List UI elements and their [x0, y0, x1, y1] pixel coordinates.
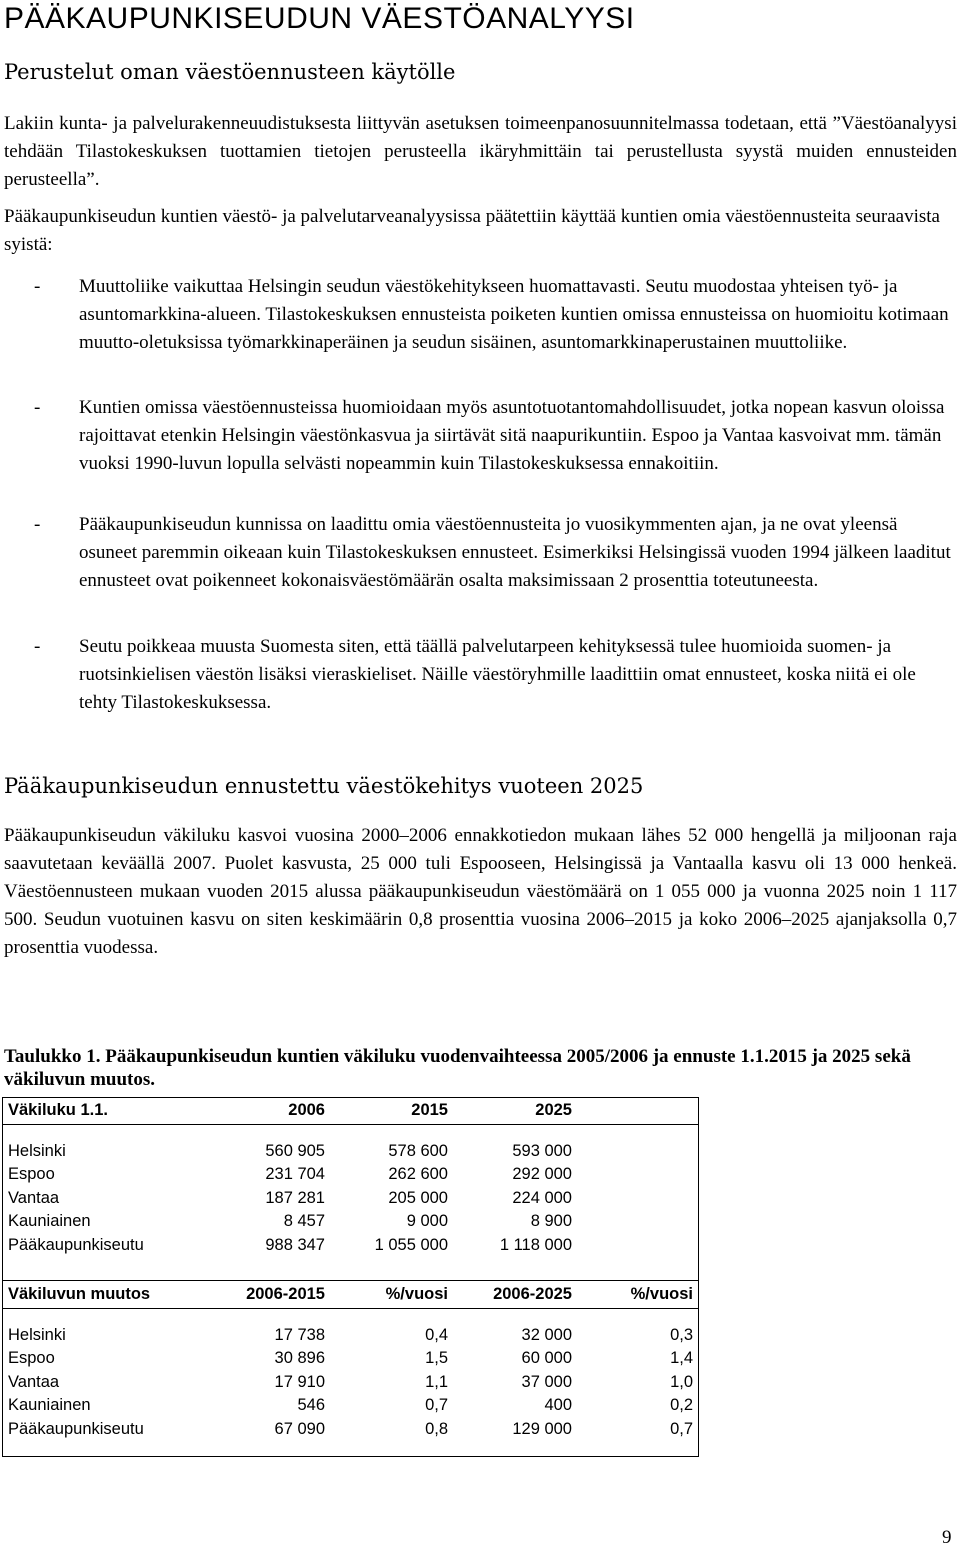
table-cell: 0,3	[670, 1326, 693, 1344]
bullet-item-1	[4, 273, 957, 357]
bullet-marker: -	[34, 636, 41, 657]
bullet-text: Kuntien omissa väestöennusteissa huomioidaan myös asuntotuotantomahdollisuudet, jotka nopean kasvun oloissa rajoittavat etenkin Helsingin väestönkasvua ja siirtävät sitä naapurikuntiin. Espoo ja Vantaa kasvoivat mm. tämän vuoksi 1990-luvun lopulla selvästi nopeammin kuin Tilastokeskuksessa ennakoitiin.	[79, 397, 945, 474]
table-cell: Pääkaupunkiseutu	[8, 1236, 144, 1254]
table-row	[3, 1189, 698, 1211]
table-header-cell: %/vuosi	[630, 1285, 693, 1303]
table-cell: 9 000	[406, 1212, 448, 1230]
table-row	[3, 1326, 698, 1348]
table-cell: 400	[544, 1396, 572, 1414]
paragraph-forecast: Pääkaupunkiseudun väkiluku kasvoi vuosina 2000–2006 ennakkotiedon mukaan lähes 52 000 hengellä ja miljoonan raja saavutetaan keväällä 2007. Puolet kasvusta, 25 000 tuli Espooseen, Helsingissä ja Vantaalla kasvu oli 13 000 henkeä. Väestöennusteen mukaan vuoden 2015 alussa pääkaupunkiseudun väestömäärä on 1 055 000 ja vuonna 2025 noin 1 117 500. Seudun vuotuinen kasvu on siten keskimäärin 0,8 prosenttia vuosina 2006–2015 ja koko 2006–2025 ajanjaksolla 0,7 prosenttia vuodessa.	[4, 825, 957, 958]
bullet-text: Seutu poikkeaa muusta Suomesta siten, että täällä palvelutarpeen kehityksessä tulee huomioida suomen- ja ruotsinkielisen väestön lisäksi vieraskieliset. Näille väestöryhmille laadittiin omat ennusteet, koska niitä ei ole tehty Tilastokeskuksessa.	[79, 636, 916, 713]
bullet-item-4	[4, 633, 957, 717]
paragraph-intro: Lakiin kunta- ja palvelurakenneuudistuksesta liittyvän asetuksen toimeenpanosuunnitelmassa todetaan, että ”Väestöanalyysi tehdään Tilastokeskuksen tuottamien tietojen perusteella ikäryhmittäin tai perustellusta syystä muiden ennusteiden perusteella”.	[4, 113, 957, 190]
table-caption: Taulukko 1. Pääkaupunkiseudun kuntien väkiluku vuodenvaihteessa 2005/2006 ja ennuste 1.1.2015 ja 2025 sekä väkiluvun muutos.	[4, 1046, 911, 1090]
table-row	[3, 1349, 698, 1371]
table-cell: 1 118 000	[499, 1236, 572, 1254]
table-row	[3, 1212, 698, 1234]
table-cell: 0,8	[425, 1420, 448, 1438]
bullet-text: Muuttoliike vaikuttaa Helsingin seudun väestökehitykseen huomattavasti. Seutu muodostaa yhteisen työ- ja asuntomarkkina-alueen. Tilastokeskuksen ennusteista poiketen kuntien omissa ennusteissa on huomioitu kotimaan muutto-oletuksissa työmarkkinaperäinen ja seudun sisäinen, asuntomarkkinaperustainen muuttoliike.	[79, 276, 949, 353]
table-divider	[3, 1308, 698, 1309]
table-cell: 17 910	[274, 1373, 325, 1391]
table-header-cell: 2015	[411, 1101, 448, 1119]
page-number: 9	[942, 1527, 952, 1548]
table-header-cell: 2006-2025	[493, 1285, 572, 1303]
table-cell: Kauniainen	[8, 1396, 91, 1414]
bullet-text: Pääkaupunkiseudun kunnissa on laadittu omia väestöennusteita jo vuosikymmenten ajan, ja ne ovat yleensä osuneet paremmin oikeaan kuin Tilastokeskuksen ennusteet. Esimerkiksi Helsingissä vuoden 1994 jälkeen laaditut ennusteet ovat poikenneet kokonaisväestömäärän osalta maksimissaan 2 prosenttia toteutuneesta.	[79, 514, 951, 591]
table-cell: 0,7	[425, 1396, 448, 1414]
table-cell: 1,1	[425, 1373, 448, 1391]
bullet-item-2	[4, 394, 957, 478]
table-row	[3, 1236, 698, 1258]
table-cell: Helsinki	[8, 1142, 66, 1160]
bullet-marker: -	[34, 514, 41, 535]
table-row	[3, 1396, 698, 1418]
bullet-item-3	[4, 511, 957, 595]
table-header-row	[3, 1285, 698, 1307]
table-cell: Kauniainen	[8, 1212, 91, 1230]
table-cell: 292 000	[512, 1165, 572, 1183]
section-heading-rationale: Perustelut oman väestöennusteen käytölle	[4, 60, 456, 84]
table-header-cell: 2025	[535, 1101, 572, 1119]
table-cell: 578 600	[388, 1142, 448, 1160]
section-heading-forecast: Pääkaupunkiseudun ennustettu väestökehitys vuoteen 2025	[4, 774, 644, 798]
table-cell: 60 000	[521, 1349, 572, 1367]
table-divider	[3, 1280, 698, 1281]
table-cell: 1 055 000	[374, 1236, 448, 1254]
table-cell: 546	[297, 1396, 325, 1414]
table-cell: 0,7	[670, 1420, 693, 1438]
table-cell: 1,5	[425, 1349, 448, 1367]
table-cell: Espoo	[8, 1165, 55, 1183]
table-cell: 988 347	[265, 1236, 325, 1254]
table-cell: Vantaa	[8, 1189, 60, 1207]
table-cell: 17 738	[274, 1326, 325, 1344]
table-row	[3, 1142, 698, 1164]
table-cell: 0,4	[425, 1326, 448, 1344]
table-cell: Helsinki	[8, 1326, 66, 1344]
bullet-marker: -	[34, 276, 41, 297]
table-cell: 37 000	[521, 1373, 572, 1391]
table-cell: 231 704	[265, 1165, 325, 1183]
table-header-cell: Väkiluvun muutos	[8, 1285, 151, 1303]
table-cell: 8 900	[530, 1212, 572, 1230]
table-cell: 32 000	[521, 1326, 572, 1344]
page-title: PÄÄKAUPUNKISEUDUN VÄESTÖANALYYSI	[4, 2, 635, 35]
table-cell: 593 000	[512, 1142, 572, 1160]
table-divider	[3, 1124, 698, 1125]
table-row	[3, 1420, 698, 1442]
table-row	[3, 1165, 698, 1187]
table-cell: 262 600	[388, 1165, 448, 1183]
table-header-cell: 2006	[288, 1101, 325, 1119]
table-cell: 187 281	[265, 1189, 325, 1207]
table-cell: 67 090	[274, 1420, 325, 1438]
table-cell: 205 000	[388, 1189, 448, 1207]
table-cell: Vantaa	[8, 1373, 60, 1391]
table-cell: 8 457	[283, 1212, 325, 1230]
table-cell: 0,2	[670, 1396, 693, 1414]
table-header-row	[3, 1101, 698, 1123]
table-cell: 129 000	[512, 1420, 572, 1438]
table-cell: 1,4	[670, 1349, 693, 1367]
table-header-cell: %/vuosi	[385, 1285, 448, 1303]
population-table	[2, 1097, 699, 1457]
paragraph-reasons: Pääkaupunkiseudun kuntien väestö- ja palvelutarveanalyysissa päätettiin käyttää kuntien omia väestöennusteita seuraavista syistä:	[4, 206, 940, 255]
table-header-cell: 2006-2015	[246, 1285, 325, 1303]
table-cell: Espoo	[8, 1349, 55, 1367]
table-header-cell: Väkiluku 1.1.	[8, 1101, 108, 1119]
table-cell: 560 905	[265, 1142, 325, 1160]
table-cell: 30 896	[274, 1349, 325, 1367]
table-cell: 1,0	[670, 1373, 693, 1391]
bullet-marker: -	[34, 397, 41, 418]
table-cell: Pääkaupunkiseutu	[8, 1420, 144, 1438]
table-row	[3, 1373, 698, 1395]
table-cell: 224 000	[512, 1189, 572, 1207]
